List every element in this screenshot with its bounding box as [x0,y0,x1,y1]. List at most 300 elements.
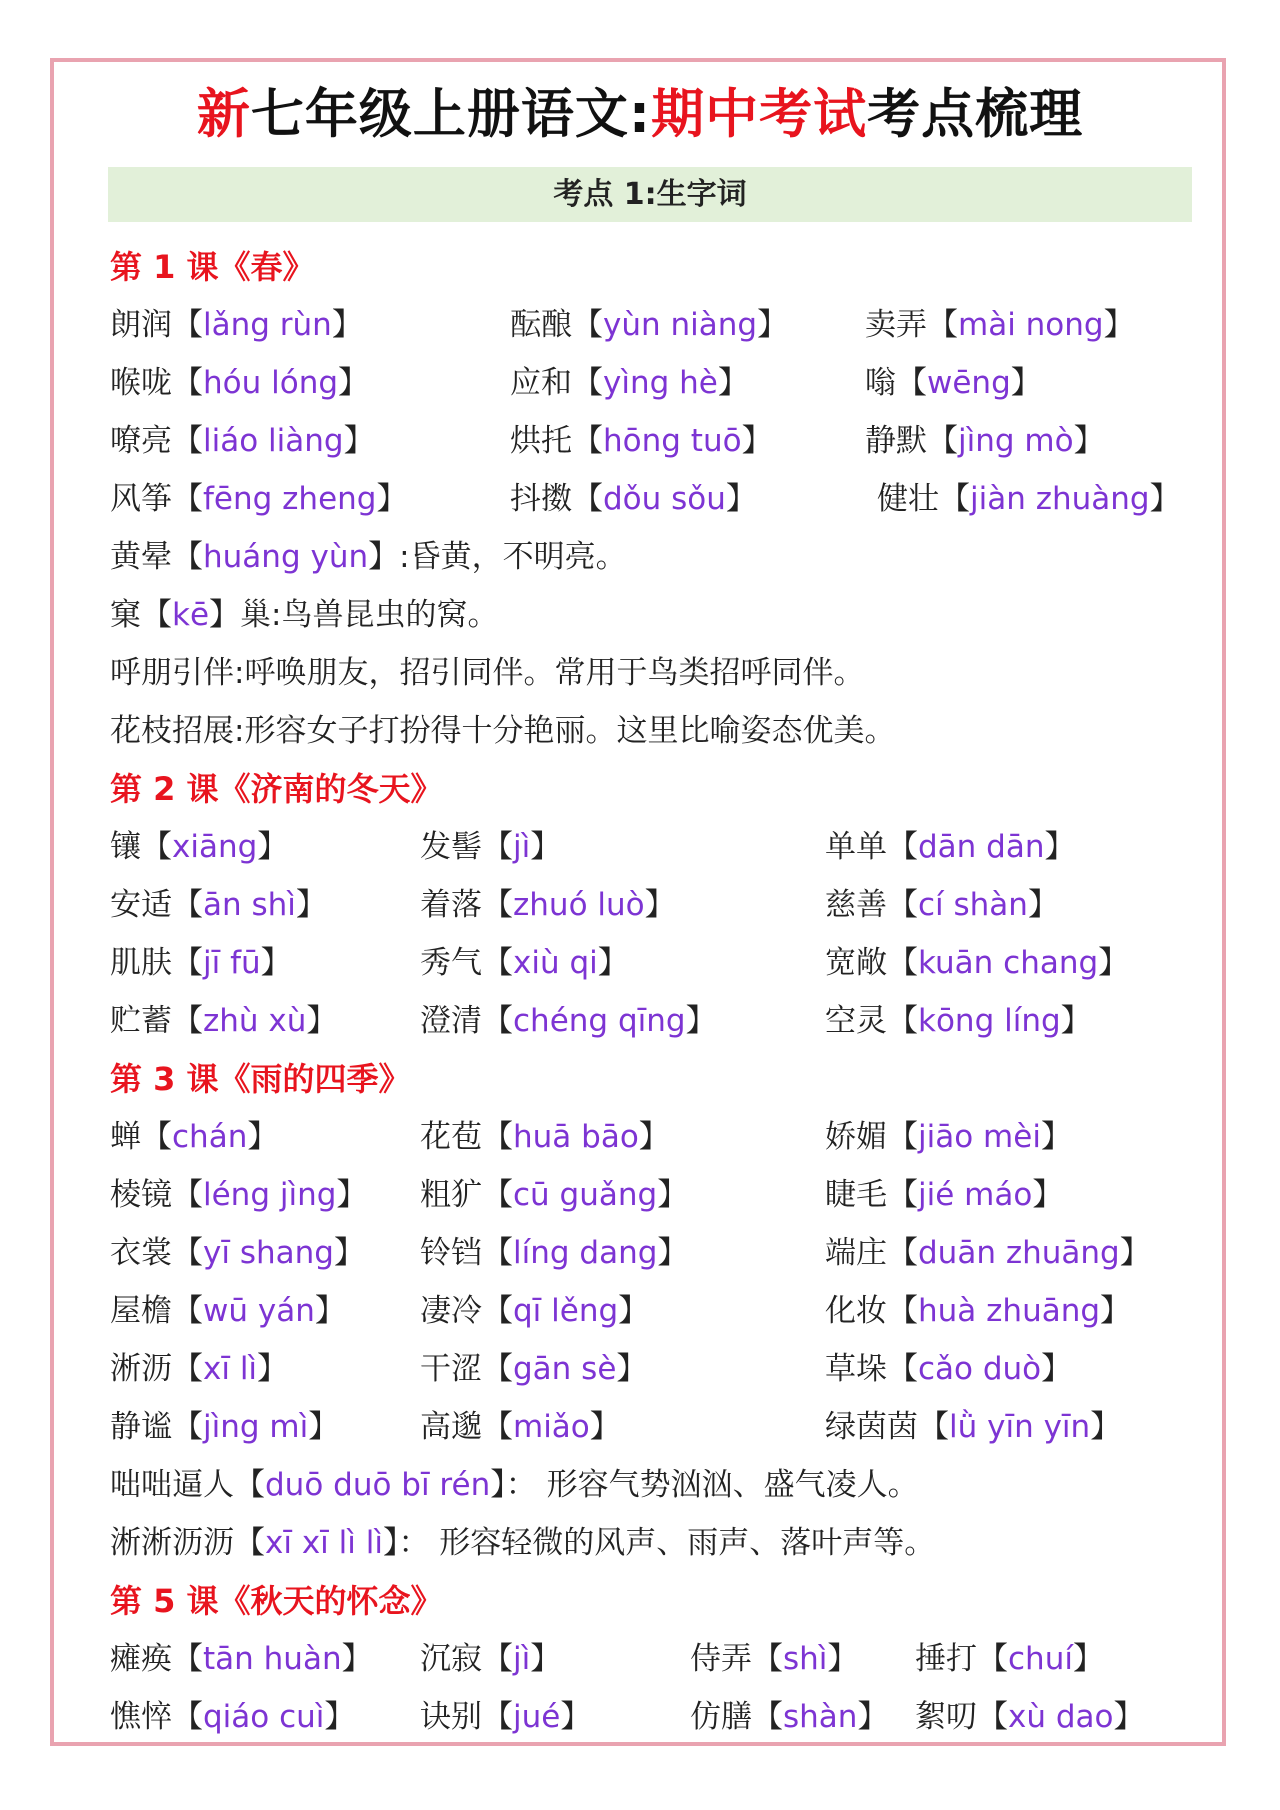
bracket-close: 】 [530,829,562,865]
bracket-close: 】 [1010,365,1042,401]
bracket-open: 【 [141,597,172,633]
pinyin: duō duō bī rén [265,1467,491,1503]
bracket-close: 】 [490,1467,506,1503]
bracket-close: 】 [343,423,375,459]
word: 沉寂 [420,1641,482,1677]
word: 秀气 [420,945,482,981]
bracket-close: 】 [827,1641,859,1677]
word: 干涩 [420,1351,482,1387]
word: 衣裳 [110,1235,172,1271]
pinyin: qī lěng [513,1293,619,1329]
bracket-open: 【 [887,1177,918,1213]
word: 高邈 [420,1409,482,1445]
vocab-entry [420,1630,561,1688]
lesson-heading: 第 2 课《济南的冬天》 [110,770,443,808]
word: 屋檐 [110,1293,172,1329]
bracket-close: 】 [306,1003,338,1039]
vocab-row [110,296,1210,354]
vocab-entry [110,1108,278,1166]
definition: 花枝招展:形容女子打扮得十分艳丽。这里比喻姿态优美。 [110,713,896,749]
bracket-open: 【 [572,307,603,343]
pinyin: shì [783,1641,828,1677]
bracket-open: 【 [234,1525,265,1561]
bracket-close: 】 [1149,481,1181,517]
definition: :昏黄，不明亮。 [399,539,627,575]
pinyin: xiù qi [513,945,598,981]
bracket-open: 【 [172,887,203,923]
vocab-row [110,1166,1210,1224]
definition-line [110,528,1210,586]
bracket-open: 【 [887,1003,918,1039]
pinyin: gān sè [513,1351,617,1387]
vocab-entry [420,818,561,876]
bracket-close: 】 [560,1699,592,1735]
page-title [0,78,1280,152]
bracket-close: 】 [1060,1003,1092,1039]
title-part-4: 考点梳理 [867,84,1084,145]
bracket-open: 【 [172,1699,203,1735]
word: 咄咄逼人 [110,1467,234,1503]
vocab-entry [877,470,1181,528]
bracket-close: 】 [725,481,757,517]
pinyin: líng dang [513,1235,658,1271]
vocab-entry [420,1108,670,1166]
bracket-close: 】 [644,887,676,923]
vocab-entry [825,1166,1063,1224]
pinyin: fēng zheng [203,481,377,517]
vocab-entry [110,354,369,412]
bracket-open: 【 [977,1641,1008,1677]
vocab-entry [110,1224,365,1282]
word: 黄晕 [110,539,172,575]
bracket-open: 【 [172,1351,203,1387]
definition-line [110,1456,1210,1514]
bracket-close: 】 [247,1119,279,1155]
bracket-close: 】 [618,1293,650,1329]
definition-line [110,702,1210,760]
vocab-entry [915,1688,1145,1746]
bracket-close: 】 [1041,1351,1073,1387]
word: 朗润 [110,307,172,343]
word: 静默 [865,423,927,459]
word: 淅淅沥沥 [110,1525,234,1561]
vocab-entry [420,1224,688,1282]
vocab-row [110,876,1210,934]
vocab-row [110,412,1210,470]
pinyin: kuān chang [918,945,1099,981]
bracket-close: 】 [295,887,327,923]
bracket-open: 【 [887,1293,918,1329]
vocab-entry [420,1340,647,1398]
vocab-entry [915,1630,1104,1688]
word: 单单 [825,829,887,865]
pinyin: jī fū [203,945,261,981]
bracket-close: 】 [382,1525,399,1561]
pinyin: huā bāo [513,1119,639,1155]
pinyin: jiàn zhuàng [970,481,1150,517]
pinyin: miǎo [513,1409,590,1445]
word: 宽敞 [825,945,887,981]
word: 慈善 [825,887,887,923]
bracket-close: 】 [1040,1119,1072,1155]
bracket-close: 】 [1119,1235,1151,1271]
vocab-entry [110,1166,367,1224]
bracket-open: 【 [482,1699,513,1735]
definition-line [110,644,1210,702]
vocab-entry [110,1340,288,1398]
word: 窠 [110,597,141,633]
vocab-entry [825,818,1076,876]
vocab-entry [110,934,292,992]
title-part-3: 期中考试 [651,84,868,145]
vocab-row [110,1282,1210,1340]
word: 嘹亮 [110,423,172,459]
bracket-open: 【 [172,1177,203,1213]
vocab-entry [865,412,1105,470]
vocab-entry [865,296,1135,354]
bracket-open: 【 [172,1641,203,1677]
definition-line [110,1514,1210,1572]
bracket-close: 】 [338,365,370,401]
pinyin: wēng [927,365,1011,401]
word: 着落 [420,887,482,923]
word: 草垛 [825,1351,887,1387]
word: 凄冷 [420,1293,482,1329]
pinyin: xī lì [203,1351,258,1387]
pinyin: cū guǎng [513,1177,658,1213]
bracket-open: 【 [752,1699,783,1735]
bracket-open: 【 [172,307,203,343]
definition: 呼朋引伴:呼唤朋友，招引同伴。常用于鸟类招呼同伴。 [110,655,865,691]
vocab-row [110,1108,1210,1166]
bracket-close: 】 [324,1699,356,1735]
pinyin: jié máo [918,1177,1033,1213]
vocab-entry [690,1630,858,1688]
vocab-entry [825,1340,1072,1398]
bracket-close: 】 [1098,945,1130,981]
pinyin: chán [172,1119,248,1155]
pinyin: cí shàn [918,887,1028,923]
bracket-open: 【 [887,887,918,923]
vocab-entry [690,1688,888,1746]
vocab-entry [110,470,407,528]
word: 安适 [110,887,172,923]
word: 绿茵茵 [825,1409,918,1445]
definition-line [110,586,1210,644]
bracket-close: 】 [857,1699,889,1735]
word: 发髻 [420,829,482,865]
vocab-entry [110,992,337,1050]
bracket-close: 】 [685,1003,717,1039]
bracket-close: 】 [717,365,749,401]
bracket-close: 】 [1113,1699,1145,1735]
bracket-open: 【 [172,1293,203,1329]
bracket-close: 】 [314,1293,346,1329]
vocab-entry [420,1282,649,1340]
vocab-row [110,934,1210,992]
bracket-open: 【 [482,945,513,981]
pinyin: duān zhuāng [918,1235,1120,1271]
vocab-entry [825,992,1092,1050]
word: 肌肤 [110,945,172,981]
vocab-row [110,354,1210,412]
vocab-entry [110,1398,339,1456]
pinyin: dǒu sǒu [603,481,726,517]
word: 铃铛 [420,1235,482,1271]
bracket-close: 】 [368,539,400,575]
bracket-open: 【 [482,1641,513,1677]
vocab-entry [420,1398,621,1456]
word: 应和 [510,365,572,401]
bracket-close: 】 [1032,1177,1064,1213]
word: 睫毛 [825,1177,887,1213]
bracket-close: 】 [1100,1293,1132,1329]
word: 端庄 [825,1235,887,1271]
pinyin: chuí [1008,1641,1073,1677]
bracket-open: 【 [172,1409,203,1445]
vocab-entry [825,1398,1121,1456]
vocab-entry [825,1108,1072,1166]
bracket-open: 【 [887,1235,918,1271]
pinyin: wū yán [203,1293,315,1329]
bracket-open: 【 [482,1119,513,1155]
pinyin: liáo liàng [203,423,344,459]
bracket-open: 【 [141,829,172,865]
bracket-close: 】 [741,423,773,459]
pinyin: léng jìng [203,1177,337,1213]
pinyin: mài nong [958,307,1104,343]
bracket-open: 【 [752,1641,783,1677]
bracket-open: 【 [141,1119,172,1155]
bracket-open: 【 [482,1177,513,1213]
vocab-row [110,470,1210,528]
pinyin: cǎo duò [918,1351,1042,1387]
vocab-entry [420,934,629,992]
vocab-entry [110,818,288,876]
word: 花苞 [420,1119,482,1155]
pinyin: xiāng [172,829,258,865]
bracket-open: 【 [572,365,603,401]
pinyin: ān shì [203,887,296,923]
vocab-row [110,1630,1210,1688]
pinyin: dān dān [918,829,1045,865]
word: 侍弄 [690,1641,752,1677]
pinyin: qiáo cuì [203,1699,325,1735]
bracket-close: 】 [1027,887,1059,923]
lesson-heading: 第 5 课《秋天的怀念》 [110,1582,443,1620]
vocab-row [110,1224,1210,1282]
vocab-entry [110,296,363,354]
bracket-open: 【 [482,1293,513,1329]
pinyin: huà zhuāng [918,1293,1101,1329]
word: 烘托 [510,423,572,459]
word: 喉咙 [110,365,172,401]
vocab-entry [825,934,1129,992]
lesson-heading: 第 1 课《春》 [110,248,315,286]
word: 健壮 [877,481,939,517]
bracket-open: 【 [482,1351,513,1387]
bracket-open: 【 [896,365,927,401]
vocab-entry [510,412,773,470]
pinyin: shàn [783,1699,858,1735]
bracket-close: 】 [209,597,241,633]
bracket-close: 】 [308,1409,340,1445]
pinyin: kōng líng [918,1003,1061,1039]
word: 风筝 [110,481,172,517]
vocab-row [110,818,1210,876]
word: 澄清 [420,1003,482,1039]
bracket-open: 【 [172,423,203,459]
title-part-1: 新 [196,84,251,145]
vocabulary-content [110,238,1210,1746]
pinyin: yìng hè [603,365,718,401]
bracket-close: 】 [1103,307,1135,343]
word: 淅沥 [110,1351,172,1387]
vocab-entry [510,354,749,412]
bracket-close: 】 [616,1351,648,1387]
bracket-close: 】 [757,307,789,343]
bracket-close: 】 [589,1409,621,1445]
bracket-close: 】 [331,307,363,343]
bracket-open: 【 [939,481,970,517]
word: 镶 [110,829,141,865]
bracket-close: 】 [1073,423,1105,459]
vocab-entry [825,1224,1151,1282]
bracket-open: 【 [977,1699,1008,1735]
vocab-row [110,1688,1210,1746]
word: 嗡 [865,365,896,401]
pinyin: yùn niàng [603,307,758,343]
pinyin: jué [513,1699,561,1735]
bracket-open: 【 [482,1409,513,1445]
word: 娇媚 [825,1119,887,1155]
definition: 巢:鸟兽昆虫的窝。 [240,597,499,633]
vocab-entry [825,876,1059,934]
bracket-open: 【 [927,307,958,343]
bracket-open: 【 [482,887,513,923]
bracket-open: 【 [927,423,958,459]
vocab-entry [510,470,757,528]
pinyin: zhuó luò [513,887,645,923]
bracket-close: 】 [336,1177,368,1213]
pinyin: jìng mò [958,423,1074,459]
bracket-open: 【 [172,481,203,517]
bracket-close: 】 [657,1235,689,1271]
word: 静谧 [110,1409,172,1445]
lesson-heading: 第 3 课《雨的四季》 [110,1060,411,1098]
word: 贮蓄 [110,1003,172,1039]
definition: ： 形容轻微的风声、雨声、落叶声等。 [398,1525,936,1561]
bracket-open: 【 [918,1409,949,1445]
definition: ： 形容气势汹汹、盛气凌人。 [505,1467,919,1503]
bracket-open: 【 [172,945,203,981]
pinyin: xī xī lì lì [265,1525,383,1561]
bracket-close: 】 [257,829,289,865]
word: 诀别 [420,1699,482,1735]
vocab-entry [420,1166,688,1224]
bracket-close: 】 [376,481,408,517]
word: 粗犷 [420,1177,482,1213]
bracket-close: 】 [341,1641,373,1677]
vocab-entry [420,876,676,934]
bracket-close: 】 [530,1641,562,1677]
bracket-open: 【 [482,1235,513,1271]
word: 化妆 [825,1293,887,1329]
vocab-entry [420,1688,591,1746]
vocab-entry [110,1282,346,1340]
bracket-open: 【 [482,829,513,865]
word: 瘫痪 [110,1641,172,1677]
word: 空灵 [825,1003,887,1039]
vocab-row [110,1398,1210,1456]
section-label: 考点 1:生字词 [553,177,747,212]
pinyin: jiāo mèi [918,1119,1041,1155]
bracket-close: 】 [638,1119,670,1155]
pinyin: kē [172,597,210,633]
pinyin: xù dao [1008,1699,1114,1735]
vocab-entry [510,296,788,354]
bracket-close: 】 [657,1177,689,1213]
pinyin: jì [513,1641,531,1677]
bracket-close: 】 [257,1351,289,1387]
bracket-open: 【 [887,1119,918,1155]
bracket-open: 【 [482,1003,513,1039]
word: 棱镜 [110,1177,172,1213]
pinyin: zhù xù [203,1003,307,1039]
word: 仿膳 [690,1699,752,1735]
vocab-row [110,992,1210,1050]
bracket-close: 】 [597,945,629,981]
vocab-entry [110,1688,355,1746]
word: 卖弄 [865,307,927,343]
bracket-close: 】 [260,945,292,981]
bracket-open: 【 [887,829,918,865]
bracket-open: 【 [887,1351,918,1387]
bracket-open: 【 [887,945,918,981]
pinyin: yī shang [203,1235,334,1271]
bracket-open: 【 [172,1003,203,1039]
word: 抖擞 [510,481,572,517]
pinyin: lǎng rùn [203,307,332,343]
pinyin: hōng tuō [603,423,742,459]
bracket-open: 【 [572,481,603,517]
word: 憔悴 [110,1699,172,1735]
vocab-entry [825,1282,1131,1340]
pinyin: jì [513,829,531,865]
word: 捶打 [915,1641,977,1677]
pinyin: hóu lóng [203,365,339,401]
pinyin: chéng qīng [513,1003,686,1039]
bracket-open: 【 [172,539,203,575]
word: 蝉 [110,1119,141,1155]
bracket-close: 】 [333,1235,365,1271]
vocab-entry [110,876,327,934]
section-header [108,167,1192,222]
bracket-close: 】 [1090,1409,1122,1445]
pinyin: lǜ yīn yīn [949,1409,1091,1445]
bracket-close: 】 [1072,1641,1104,1677]
bracket-open: 【 [172,365,203,401]
bracket-open: 【 [234,1467,265,1503]
title-part-2: 七年级上册语文: [250,84,652,145]
vocab-row [110,1340,1210,1398]
pinyin: tān huàn [203,1641,342,1677]
pinyin: huáng yùn [203,539,369,575]
vocab-entry [420,992,717,1050]
pinyin: jìng mì [203,1409,309,1445]
word: 酝酿 [510,307,572,343]
bracket-open: 【 [172,1235,203,1271]
